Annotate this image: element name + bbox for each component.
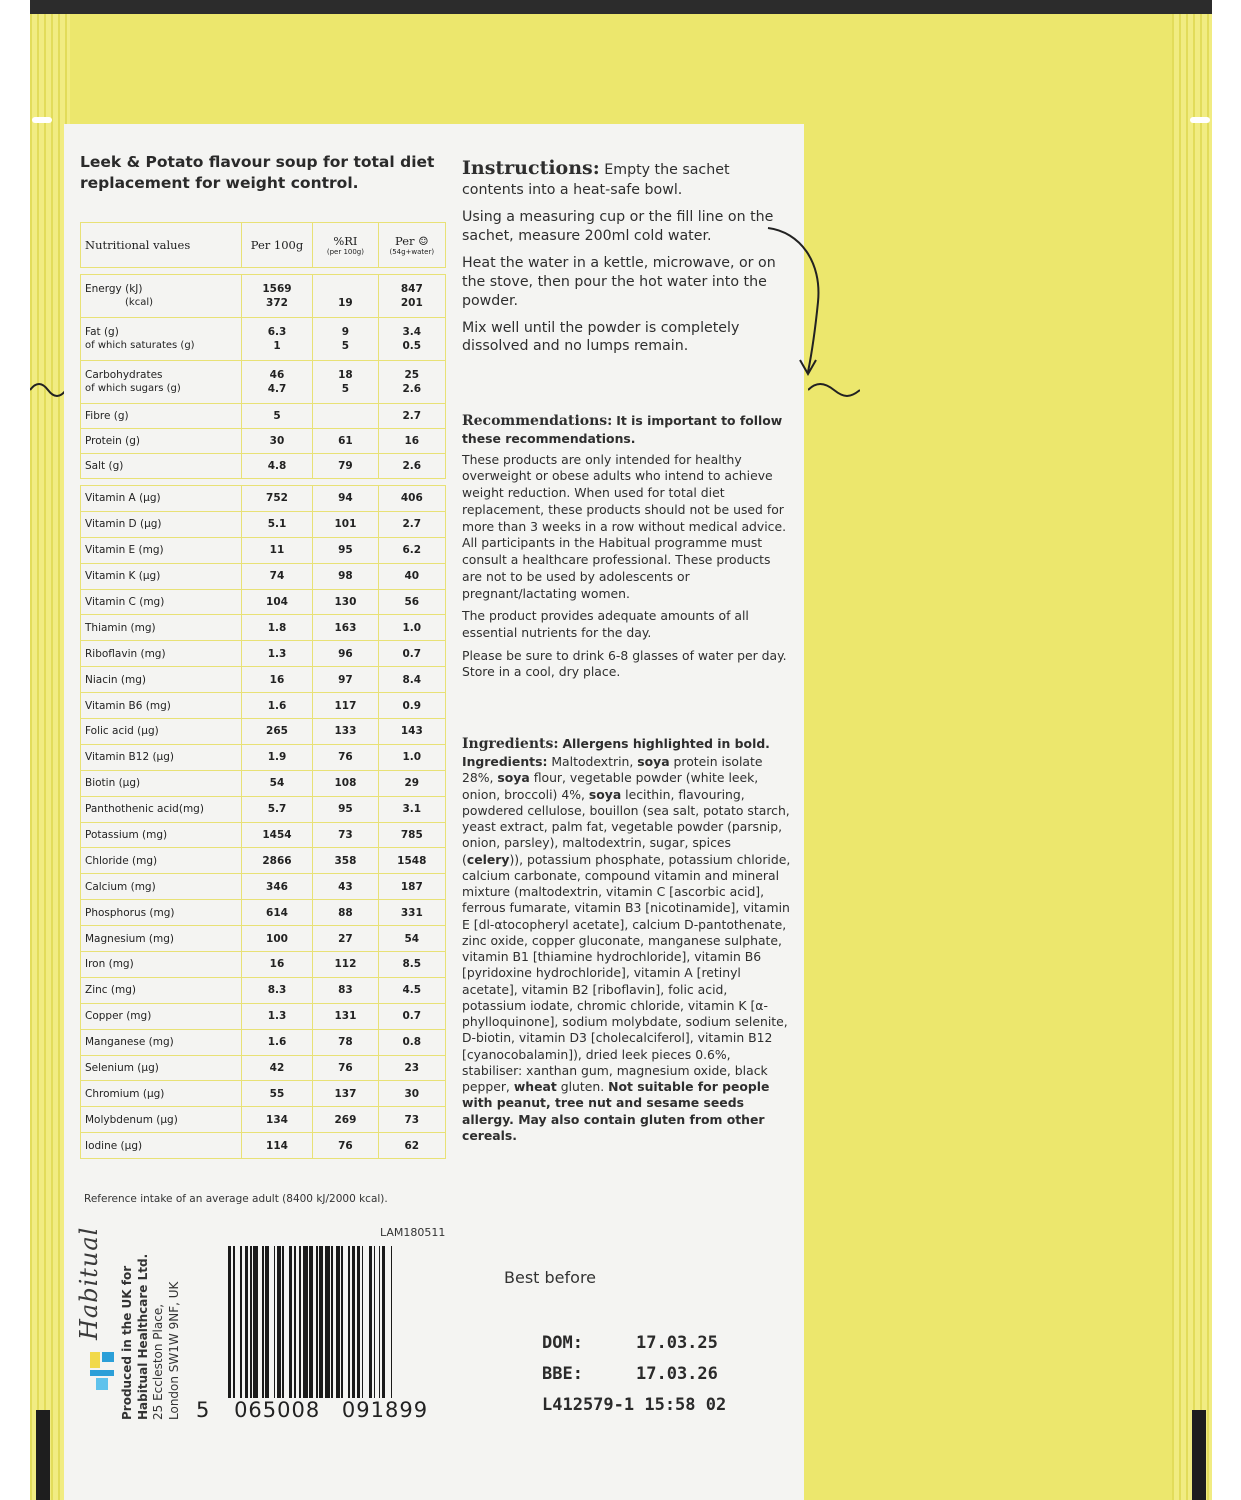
value-serving: 62 [378,1133,445,1159]
value-serv [378,275,445,318]
barcode-first-digit: 5 [196,1398,211,1422]
value-ri: 117 [313,693,378,719]
best-before-label: Best before [504,1268,597,1287]
value-ri: 79 [313,454,378,479]
value-ri: 94 [313,486,378,512]
header-serving-label: Per ☺ [395,234,429,248]
value-line: 1569 [262,282,292,295]
nutrient-name: Folic acid (µg) [81,719,242,745]
table-row [81,361,446,404]
value-serving: 2.7 [378,404,445,429]
value-serving: 406 [378,486,445,512]
table-row [81,486,446,512]
table-row [81,744,446,770]
nutrient-name: Riboflavin (mg) [81,641,242,667]
right-tear-notch [1190,117,1210,123]
value-ri [313,404,378,429]
value-serving: 4.5 [378,977,445,1003]
value-ri: 43 [313,874,378,900]
table-row [81,822,446,848]
value-serving: 2.7 [378,511,445,537]
nutrient-name: Thiamin (mg) [81,615,242,641]
ingredients-section [462,736,792,1144]
nutrient-name: Molybdenum (µg) [81,1107,242,1133]
nutrient-name: Magnesium (mg) [81,926,242,952]
recommendations-p1: These products are only intended for healthy overweight or obese adults who intend to achieve weight reduction. When used for total diet replacement, these products should not be used for more than 3 weeks in a row without medical advice. All participants in the Habitual programme must consult a healthcare professional. These products are not to be used by adolescents or pregnant/lactating women. [462,451,787,601]
table-row [81,1107,446,1133]
table-gap [81,479,446,486]
nutrient-name-main: Fat (g) [85,326,119,339]
ingredients-heading: Ingredients: [462,736,559,752]
value-line [317,282,373,296]
value-serving: 16 [378,429,445,454]
right-tear-wave-icon [808,380,844,400]
nutrient-name: Calcium (mg) [81,874,242,900]
table-row [81,275,446,318]
nutrient-name-main: Carbohydrates [85,369,163,382]
recommendations-section [462,412,792,681]
table-row [81,1055,446,1081]
nutrition-table [80,222,446,1159]
value-per100: 1.6 [241,1029,313,1055]
value-line: 19 [338,297,353,309]
table-row [81,667,446,693]
value-per100: 1.9 [241,744,313,770]
nutrient-name: Selenium (µg) [81,1055,242,1081]
table-row [81,404,446,429]
table-row [81,977,446,1003]
table-row [81,615,446,641]
nutrient-name [81,275,242,318]
value-line: 201 [400,297,423,309]
recommendations-heading: Recommendations: [462,413,613,429]
value-ri: 95 [313,537,378,563]
nutrient-name-main: Energy (kJ) [85,283,143,296]
nutrient-name: Potassium (mg) [81,822,242,848]
value-serving: 23 [378,1055,445,1081]
recommendations-heading-tail: It is important to follow these recommendations. [462,413,783,446]
value-per100: 114 [241,1133,313,1159]
value-per100: 5 [241,404,313,429]
sachet-top-seal [30,0,1212,14]
value-line: 6.3 [267,325,287,338]
value-ri: 137 [313,1081,378,1107]
nutrient-name: Vitamin K (µg) [81,563,242,589]
value-per100: 8.3 [241,977,313,1003]
nutrient-name [81,318,242,361]
recommendations-head [462,412,792,448]
barcode [228,1246,446,1398]
table-row [81,589,446,615]
value-line: 18 [338,368,353,381]
table-row [81,900,446,926]
value-serving: 6.2 [378,537,445,563]
header-nutritional-values: Nutritional values [81,223,242,268]
value-line: 1 [273,340,281,352]
nutrient-name: Fibre (g) [81,404,242,429]
table-row [81,641,446,667]
nutrient-name: Niacin (mg) [81,667,242,693]
value-ri: 73 [313,822,378,848]
table-row [81,429,446,454]
value-serving: 1.0 [378,744,445,770]
value-ri [313,275,378,318]
producer-address [120,1220,182,1420]
value-per100: 16 [241,667,313,693]
bbe-label: BBE: [542,1363,583,1384]
value-serv [378,318,445,361]
value-serving: 187 [378,874,445,900]
value-line: 5 [341,383,350,395]
header-serving-sub: (54g+water) [389,248,435,256]
nutrient-name: Vitamin C (mg) [81,589,242,615]
value-per100: 1454 [241,822,313,848]
value-serv [378,361,445,404]
header-ri-label: %RI [333,234,358,248]
ingredients-part: gluten. [556,1079,609,1094]
value-serving: 1.0 [378,615,445,641]
value-ri: 131 [313,1003,378,1029]
value-ri: 112 [313,952,378,978]
right-bottom-stripe [1192,1410,1206,1500]
value-ri: 88 [313,900,378,926]
table-row [81,719,446,745]
value-line: 2.6 [402,383,422,395]
value-per100: 1.8 [241,615,313,641]
dom-line [542,1328,726,1359]
value-ri: 78 [313,1029,378,1055]
header-ri-sub: (per 100g) [326,248,364,256]
value-serving: 29 [378,770,445,796]
header-ri [313,223,378,268]
value-serving: 0.7 [378,1003,445,1029]
table-row [81,848,446,874]
value-serving: 2.6 [378,454,445,479]
value-line: 0.5 [402,340,422,352]
barcode-right-digits: 091899 [341,1398,429,1422]
table-row [81,511,446,537]
nutrient-name: Copper (mg) [81,1003,242,1029]
instructions-step-2: Using a measuring cup or the fill line on the sachet, measure 200ml cold water. [462,209,774,245]
nutrient-name: Vitamin E (mg) [81,537,242,563]
table-row [81,693,446,719]
allergen-soya: soya [497,770,530,786]
bbe-line [542,1359,726,1390]
nutrient-name: Vitamin B12 (µg) [81,744,242,770]
nutrient-name-sub: of which sugars (g) [85,383,181,395]
ingredients-heading-tail: Allergens highlighted in bold. [562,736,770,751]
value-serving: 30 [378,1081,445,1107]
value-line: 3.4 [402,325,422,338]
value-ri: 130 [313,589,378,615]
instructions-step-1 [462,156,792,200]
value-serving: 331 [378,900,445,926]
nutrient-name: Iron (mg) [81,952,242,978]
left-tear-notch [32,117,52,123]
allergen-wheat: wheat [513,1079,557,1094]
header-per-serving [378,223,445,268]
value-serving: 0.9 [378,693,445,719]
value-per100: 134 [241,1107,313,1133]
value-per100: 4.8 [241,454,313,479]
table-header-row [81,223,446,268]
table-row [81,1081,446,1107]
table-row [81,318,446,361]
value-serving: 785 [378,822,445,848]
right-crimp-seal [1172,14,1212,1500]
value-serving: 8.5 [378,952,445,978]
value-per100: 346 [241,874,313,900]
allergen-soya: soya [637,754,670,769]
nutrient-name: Zinc (mg) [81,977,242,1003]
instructions-section [462,156,792,356]
value-per100: 614 [241,900,313,926]
nutrient-name-sub: (kcal) [125,297,153,309]
value-per100: 100 [241,926,313,952]
value-per100 [241,318,313,361]
header-per-100g: Per 100g [241,223,313,268]
value-line: 46 [269,368,285,381]
value-line: 5 [341,340,350,352]
value-line: 372 [266,297,288,309]
barcode-bar [391,1246,393,1398]
value-per100: 16 [241,952,313,978]
producer-line-3: 25 Eccleston Place, [151,1303,166,1420]
nutrient-name: Manganese (mg) [81,1029,242,1055]
value-per100: 5.7 [241,796,313,822]
value-serving: 40 [378,563,445,589]
nutrient-name: Biotin (µg) [81,770,242,796]
table-row [81,1029,446,1055]
nutrient-name: Iodine (µg) [81,1133,242,1159]
value-line: 25 [404,368,420,381]
value-per100: 11 [241,537,313,563]
value-ri: 76 [313,744,378,770]
value-serving: 3.1 [378,796,445,822]
table-row [81,926,446,952]
value-per100 [241,361,313,404]
ingredients-part: )), potassium phosphate, potassium chloride, calcium carbonate, compound vitamin and mineral mixture (maltodextrin, vitamin C [ascorbic acid], ferrous fumarate, vitamin B3 [nicotinamide], vitamin E [dl-αtocopheryl acetate], calcium D-pantothenate, zinc oxide, copper gluconate, manganese sulphate, vitamin B1 [thiamine hydrochloride], vitamin B6 [pyridoxine hydrochloride], vitamin A [retinyl acetate], vitamin B2 [riboflavin], folic acid, potassium iodate, chromic chloride, vitamin K [α-phylloquinone], sodium molybdate, sodium selenite, D-biotin, vitamin D3 [cholecalciferol], vitamin B12 [cyanocobalamin]), dried leek pieces 0.6%, stabiliser: xanthan gum, magnesium oxide, black pepper, [462,851,791,1094]
barcode-left-digits: 065008 [234,1398,321,1422]
ingredients-text [462,754,792,1144]
batch-line: L412579-1 15:58 02 [542,1394,727,1415]
nutrient-name: Vitamin A (µg) [81,486,242,512]
value-per100: 265 [241,719,313,745]
value-ri: 98 [313,563,378,589]
left-tear-wave-icon [30,380,66,400]
lam-code: LAM180511 [380,1226,446,1239]
value-serving: 56 [378,589,445,615]
value-ri: 95 [313,796,378,822]
vitamin-mineral-rows [81,486,446,1159]
value-ri: 269 [313,1107,378,1133]
habitual-logo-wordmark: Habitual [75,1226,103,1340]
value-per100: 1.6 [241,693,313,719]
product-title: Leek & Potato flavour soup for total diet replacement for weight control. [80,153,435,192]
ingredients-head [462,736,792,752]
table-row [81,537,446,563]
table-row [81,874,446,900]
nutrient-name: Chromium (µg) [81,1081,242,1107]
ingredients-part: protein isolate 28%, [462,754,763,786]
nutrient-name: Protein (g) [81,429,242,454]
recommendations-p2: The product provides adequate amounts of all essential nutrients for the day. [462,608,749,640]
nutrient-name: Phosphorus (mg) [81,900,242,926]
producer-line-2: Habitual Healthcare Ltd. [135,1253,150,1420]
value-ri: 133 [313,719,378,745]
dom-value: 17.03.25 [636,1333,718,1353]
value-per100: 752 [241,486,313,512]
dom-label: DOM: [542,1333,583,1353]
value-line: 4.7 [267,383,287,395]
value-serving: 0.7 [378,641,445,667]
value-ri: 96 [313,641,378,667]
nutrient-name-sub: of which saturates (g) [85,340,195,352]
left-bottom-stripe [36,1410,50,1500]
value-per100: 54 [241,770,313,796]
value-per100: 104 [241,589,313,615]
value-per100: 30 [241,429,313,454]
value-ri: 101 [313,511,378,537]
value-per100: 2866 [241,848,313,874]
value-ri: 83 [313,977,378,1003]
value-ri: 163 [313,615,378,641]
ingredients-part: lecithin, flavouring, powdered cellulose, bouillon (sea salt, potato starch, yeast extract, palm fat, vegetable powder (parsnip, onion, parsley), maltodextrin, sugar, spices ( [462,786,790,867]
value-per100: 5.1 [241,511,313,537]
instructions-step-4: Mix well until the powder is completely dissolved and no lumps remain. [462,319,740,355]
table-row [81,1133,446,1159]
value-per100: 55 [241,1081,313,1107]
value-line: 9 [341,325,350,338]
value-per100: 74 [241,563,313,589]
nutrient-name: Vitamin D (µg) [81,511,242,537]
value-ri [313,318,378,361]
table-row [81,563,446,589]
ingredients-part: Maltodextrin, [547,754,638,769]
allergen-soya: soya [588,786,622,802]
instructions-heading: Instructions: [462,157,600,179]
value-serving: 8.4 [378,667,445,693]
ingredients-label: Ingredients: [462,754,548,769]
value-per100 [241,275,313,318]
ingredients-part: flour, vegetable powder (white leek, onion, broccoli) 4%, [462,770,759,802]
value-serving: 1548 [378,848,445,874]
date-codes [542,1328,726,1421]
value-line: 847 [400,282,423,295]
table-row [81,796,446,822]
bbe-value: 17.03.26 [636,1363,718,1384]
value-ri [313,361,378,404]
barcode-number [196,1398,428,1422]
value-serving: 73 [378,1107,445,1133]
value-per100: 1.3 [241,1003,313,1029]
value-ri: 358 [313,848,378,874]
nutrient-name [81,361,242,404]
nutrient-name: Panthothenic acid(mg) [81,796,242,822]
table-row [81,1003,446,1029]
value-serving: 54 [378,926,445,952]
habitual-logo-icon [90,1352,114,1390]
curved-arrow-icon [760,222,830,382]
allergen-celery: celery [466,851,510,867]
instructions-p1: Empty the sachet contents into a heat-safe bowl. [462,162,730,199]
recommendations-p3: Please be sure to drink 6-8 glasses of water per day. Store in a cool, dry place. [462,647,787,680]
instructions-step-3: Heat the water in a kettle, microwave, or on the stove, then pour the hot water into the powder. [462,254,776,309]
reference-intake-note: Reference intake of an average adult (8400 kJ/2000 kcal). [84,1193,388,1205]
value-serving: 0.8 [378,1029,445,1055]
value-ri: 76 [313,1133,378,1159]
allergy-warning: Not suitable for people with peanut, tree nut and sesame seeds allergy. May also contain gluten from other cereals. [462,1079,770,1143]
table-gap [81,268,446,275]
nutrient-name: Chloride (mg) [81,848,242,874]
value-ri: 76 [313,1055,378,1081]
producer-line-4: London SW1W 9NF, UK [166,1281,181,1420]
nutrient-name: Salt (g) [81,454,242,479]
value-per100: 42 [241,1055,313,1081]
value-per100: 1.3 [241,641,313,667]
value-ri: 97 [313,667,378,693]
table-row [81,770,446,796]
macro-rows [81,275,446,479]
value-ri: 61 [313,429,378,454]
table-row [81,952,446,978]
table-row [81,454,446,479]
producer-line-1: Produced in the UK for [120,1265,134,1420]
nutrient-name: Vitamin B6 (mg) [81,693,242,719]
value-ri: 108 [313,770,378,796]
value-ri: 27 [313,926,378,952]
value-serving: 143 [378,719,445,745]
